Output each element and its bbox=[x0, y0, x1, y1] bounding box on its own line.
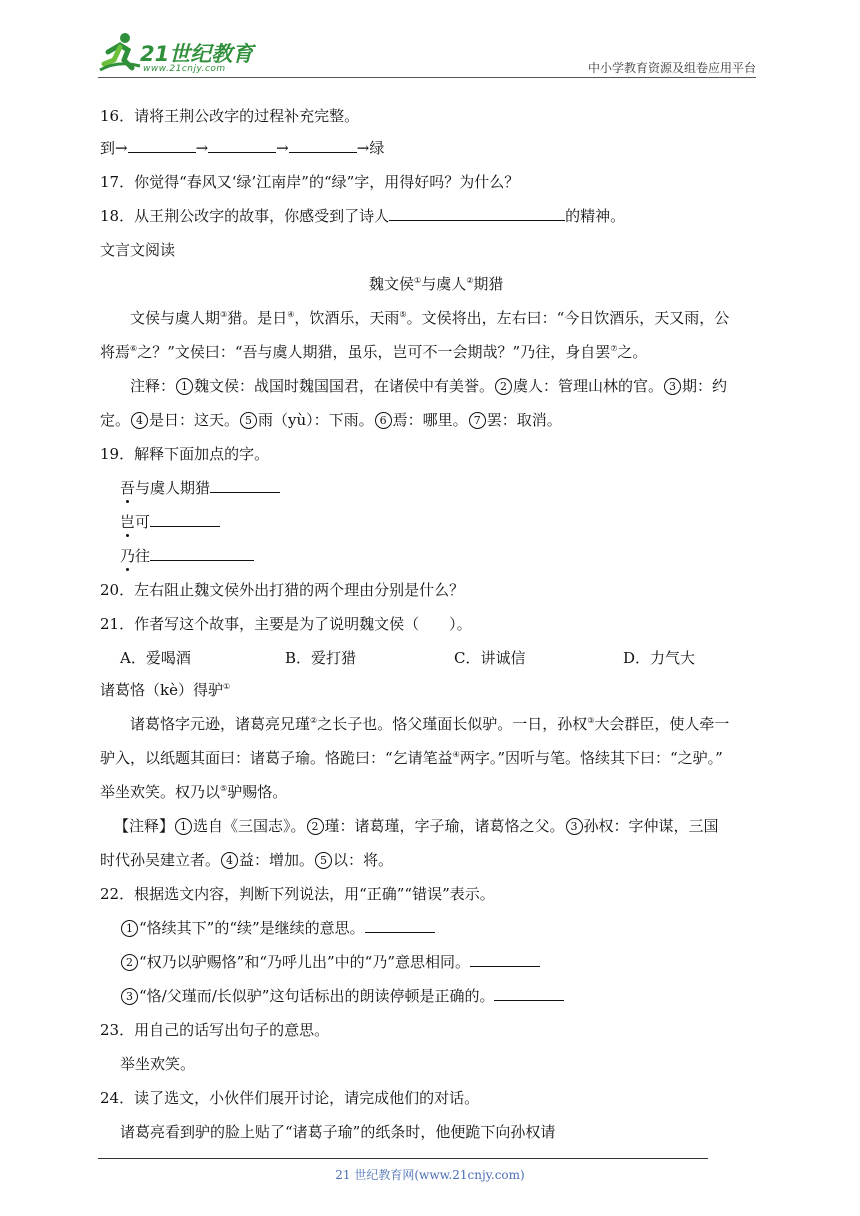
title-part: 与虞人 bbox=[421, 275, 467, 293]
passage-text: 之？”文侯曰：“吾与虞人期猎，虽乐，岂可不一会期哉？”乃往，身自罢 bbox=[137, 343, 611, 361]
note-text: 雨（yù）：下雨。 bbox=[258, 411, 374, 429]
question-19-item-2 bbox=[120, 512, 220, 532]
item-text: “权乃以驴赐恪”和“乃呼儿出”中的“乃”意思相同。 bbox=[139, 953, 471, 971]
note-text: 焉：哪里。 bbox=[392, 411, 468, 429]
notes-label: 【注释】 bbox=[114, 817, 175, 835]
note-marker: ① bbox=[414, 276, 422, 285]
note-number: 4 bbox=[131, 412, 148, 429]
note-text: 益：增加。 bbox=[239, 851, 315, 869]
logo-text: 21世纪教育 bbox=[140, 42, 254, 66]
passage-text: 诸葛恪字元逊，诸葛亮兄瑾 bbox=[130, 715, 311, 733]
note-marker: ⑤ bbox=[220, 784, 228, 793]
chain-start: 到→ bbox=[100, 139, 128, 157]
notes-1-line-1 bbox=[130, 376, 727, 396]
notes-label: 注释： bbox=[130, 377, 176, 395]
notes-2-line-2 bbox=[100, 850, 393, 870]
question-18 bbox=[100, 206, 625, 226]
title-part: 魏文侯 bbox=[369, 275, 415, 293]
passage-2-line-1 bbox=[130, 714, 729, 734]
note-number: 3 bbox=[664, 378, 681, 395]
option-d[interactable]: D．力气大 bbox=[623, 649, 696, 667]
answer-blank[interactable] bbox=[150, 546, 254, 561]
item-text: “恪/父瑾而/长似驴”这句话标出的朗读停顿是正确的。 bbox=[139, 987, 495, 1005]
page-footer[interactable]: 21 世纪教育网(www.21cnjy.com) bbox=[335, 1168, 525, 1182]
passage-text: 。文侯将出，左右曰：“今日饮酒乐，天又雨，公 bbox=[406, 309, 730, 327]
answer-blank[interactable] bbox=[389, 206, 565, 221]
footer-divider bbox=[98, 1158, 708, 1159]
question-18-text: 18．从王荆公改字的故事，你感受到了诗人 bbox=[100, 207, 390, 225]
passage-text: 文侯与虞人期 bbox=[130, 309, 221, 327]
chain-end: 绿 bbox=[369, 139, 385, 157]
note-number: 7 bbox=[469, 412, 486, 429]
dotted-character: 岂 bbox=[120, 513, 136, 531]
passage-text: ，饮酒乐，天雨 bbox=[294, 309, 400, 327]
passage-text: 驴入，以纸题其面曰：诸葛子瑜。恪跪曰：“乞请笔益 bbox=[100, 749, 453, 767]
question-24-text: 诸葛亮看到驴的脸上贴了“诸葛子瑜”的纸条时，他便跪下向孙权请 bbox=[120, 1123, 556, 1141]
note-text: 魏文侯：战国时魏国国君，在诸侯中有美誉。 bbox=[194, 377, 495, 395]
note-number: 1 bbox=[176, 378, 193, 395]
note-text: 罢：取消。 bbox=[486, 411, 562, 429]
passage-text: 之。 bbox=[617, 343, 648, 361]
item-text: 与虞人期猎 bbox=[135, 479, 211, 497]
item-number: 1 bbox=[121, 920, 138, 937]
answer-blank[interactable] bbox=[470, 952, 540, 967]
note-number: 6 bbox=[375, 412, 392, 429]
question-22-item-3 bbox=[120, 986, 564, 1006]
note-text: 孙权：字仲谋，三国 bbox=[583, 817, 719, 835]
item-text: 可 bbox=[135, 513, 151, 531]
passage-title-2 bbox=[100, 680, 230, 700]
answer-blank[interactable] bbox=[365, 918, 435, 933]
option-b[interactable]: B．爱打猎 bbox=[285, 649, 357, 667]
question-16: 16．请将王荆公改字的过程补充完整。 bbox=[100, 107, 360, 125]
passage-2-line-2 bbox=[100, 748, 723, 768]
note-text: 是日：这天。 bbox=[149, 411, 240, 429]
item-text: “恪续其下”的“续”是继续的意思。 bbox=[139, 919, 365, 937]
passage-title-1 bbox=[369, 274, 503, 294]
passage-text: 举坐欢笑。权乃以 bbox=[100, 783, 221, 801]
note-text: 期：约 bbox=[682, 377, 728, 395]
note-number: 2 bbox=[495, 378, 512, 395]
item-text: 往 bbox=[135, 547, 151, 565]
arrow-icon: → bbox=[195, 139, 209, 157]
note-number: 1 bbox=[175, 818, 192, 835]
passage-text: 之长子也。恪父瑾面长似驴。一日，孙权 bbox=[317, 715, 588, 733]
item-number: 3 bbox=[121, 988, 138, 1005]
note-number: 3 bbox=[566, 818, 583, 835]
question-23: 23．用自己的话写出句子的意思。 bbox=[100, 1021, 330, 1039]
note-number: 5 bbox=[315, 852, 332, 869]
answer-blank[interactable] bbox=[208, 138, 276, 153]
question-20: 20．左右阻止魏文侯外出打猎的两个理由分别是什么？ bbox=[100, 581, 465, 599]
question-24: 24．读了选文，小伙伴们展开讨论，请完成他们的对话。 bbox=[100, 1089, 480, 1107]
note-text: 选自《三国志》。 bbox=[193, 817, 306, 835]
passage-2-line-3 bbox=[100, 782, 287, 802]
note-number: 2 bbox=[307, 818, 324, 835]
notes-1-line-2 bbox=[100, 410, 562, 430]
note-number: 4 bbox=[221, 852, 238, 869]
question-22: 22．根据选文内容，判断下列说法，用“正确”“错误”表示。 bbox=[100, 885, 495, 903]
passage-text: 将焉 bbox=[100, 343, 131, 361]
logo-url: www.21cnjy.com bbox=[143, 64, 226, 74]
title-part: 诸葛恪（kè）得驴 bbox=[100, 681, 223, 699]
dotted-character: 吾 bbox=[120, 479, 136, 497]
runner-logo-icon bbox=[98, 30, 142, 76]
answer-blank[interactable] bbox=[210, 478, 280, 493]
dotted-character: 乃 bbox=[120, 547, 136, 565]
site-logo[interactable] bbox=[98, 30, 273, 78]
passage-1-line-1 bbox=[130, 308, 729, 328]
question-18-text-end: 的精神。 bbox=[565, 207, 626, 225]
header-platform-label: 中小学教育资源及组卷应用平台 bbox=[587, 61, 756, 75]
question-19: 19．解释下面加点的字。 bbox=[100, 445, 270, 463]
note-text: 虞人：管理山林的官。 bbox=[513, 377, 664, 395]
question-19-item-1 bbox=[120, 478, 280, 498]
note-text: 以：将。 bbox=[333, 851, 394, 869]
option-c[interactable]: C．讲诚信 bbox=[454, 649, 526, 667]
passage-1-line-2 bbox=[100, 342, 647, 362]
passage-text: 大会群臣，使人牵一 bbox=[594, 715, 730, 733]
answer-blank[interactable] bbox=[128, 138, 196, 153]
answer-blank[interactable] bbox=[494, 986, 564, 1001]
passage-text: 猎。是日 bbox=[227, 309, 288, 327]
arrow-icon: → bbox=[356, 139, 370, 157]
question-21: 21．作者写这个故事，主要是为了说明魏文侯（ ）。 bbox=[100, 615, 472, 633]
question-16-chain bbox=[100, 138, 384, 158]
note-marker: ⑦ bbox=[610, 344, 618, 353]
notes-2-line-1 bbox=[114, 816, 719, 836]
item-number: 2 bbox=[121, 954, 138, 971]
arrow-icon: → bbox=[276, 139, 289, 157]
note-marker: ③ bbox=[220, 310, 228, 319]
note-marker: ① bbox=[222, 682, 231, 691]
question-23-sentence: 举坐欢笑。 bbox=[120, 1055, 196, 1073]
note-text: 时代孙吴建立者。 bbox=[100, 851, 221, 869]
header-divider bbox=[98, 77, 756, 78]
section-heading-classical: 文言文阅读 bbox=[100, 241, 176, 259]
note-marker: ④ bbox=[287, 310, 295, 319]
title-part: 期猎 bbox=[473, 275, 504, 293]
note-marker: ② bbox=[310, 716, 318, 725]
answer-blank[interactable] bbox=[289, 138, 357, 153]
option-a[interactable]: A．爱喝酒 bbox=[120, 649, 191, 667]
note-text: 定。 bbox=[100, 411, 131, 429]
note-marker: ③ bbox=[587, 716, 595, 725]
note-text: 瑾：诸葛瑾，字子瑜，诸葛恪之父。 bbox=[324, 817, 565, 835]
question-22-item-1 bbox=[120, 918, 435, 938]
question-22-item-2 bbox=[120, 952, 540, 972]
passage-text: 两字。”因听与笔。恪续其下曰：“之驴。” bbox=[459, 749, 723, 767]
answer-blank[interactable] bbox=[150, 512, 220, 527]
question-19-item-3 bbox=[120, 546, 254, 566]
note-marker: ⑤ bbox=[399, 310, 407, 319]
note-number: 5 bbox=[240, 412, 257, 429]
note-marker: ④ bbox=[452, 750, 460, 759]
page-header bbox=[98, 30, 756, 80]
note-marker: ⑥ bbox=[130, 344, 138, 353]
note-marker: ② bbox=[466, 276, 474, 285]
passage-text: 驴赐恪。 bbox=[227, 783, 288, 801]
question-17: 17．你觉得“春风又‘绿’江南岸”的“绿”字，用得好吗？为什么？ bbox=[100, 173, 520, 191]
